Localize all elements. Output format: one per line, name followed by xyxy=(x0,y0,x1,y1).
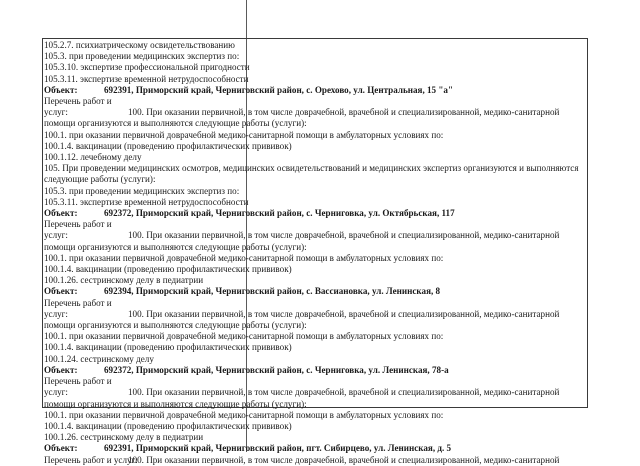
object-address: 692372, Приморский край, Черниговский район, с. Черниговка, ул. Ленинская, 78-а xyxy=(104,364,449,375)
list-item: 100.1.4. вакцинации (проведению профилактических прививок) xyxy=(44,264,292,275)
services-label: Перечень работ и услуг: xyxy=(44,376,112,398)
object-label: Объект: xyxy=(44,286,78,297)
object-heading xyxy=(44,85,584,96)
list-item: 100.1.24. сестринскому делу xyxy=(44,353,154,364)
services-label: Перечень работ и услуг: xyxy=(44,297,112,319)
services-paragraph xyxy=(44,96,584,130)
services-label: Перечень работ и услуг: xyxy=(44,96,112,118)
object-label: Объект: xyxy=(44,84,78,95)
services-paragraph xyxy=(44,219,584,253)
list-item: 100.1.26. сестринскому делу в педиатрии xyxy=(44,432,204,443)
services-text: 100. При оказании первичной, в том числе доврачебной, врачебной и специализированной, медико-санитарной помощи организуются и выполняются следующие работы (услуги): xyxy=(44,308,560,331)
list-item: 100.1. при оказании первичной доврачебной медико-санитарной помощи в амбулаторных условиях по: xyxy=(44,409,444,420)
object-address: 692394, Приморский край, Черниговский район, с. Вассиановка, ул. Ленинская, 8 xyxy=(104,286,441,297)
services-paragraph xyxy=(44,455,584,466)
list-item: 100.1. при оказании первичной доврачебной медико-санитарной помощи в амбулаторных условиях по: xyxy=(44,331,444,342)
services-text: 100. При оказании первичной, в том числе доврачебной, врачебной и специализированной, медико-санитарной помощи организуются и выполняются следующие работы (услуги): xyxy=(44,230,560,252)
list-item: 100.1.26. сестринскому делу в педиатрии xyxy=(44,275,204,286)
object-address: 692391, Приморский край, Черниговский район, с. Орехово, ул. Центральная, 15 "а" xyxy=(104,84,454,95)
list-item: 105. При проведении медицинских осмотров, медицинских освидетельствований и медицинских экспертиз организуются и выполняются следующие работы (услуги): xyxy=(44,163,579,185)
list-item: 100.1.4. вакцинации (проведению профилактических прививок) xyxy=(44,342,292,353)
services-paragraph xyxy=(44,376,584,410)
list-item: 100.1.4. вакцинации (проведению профилактических прививок) xyxy=(44,420,292,431)
services-text: 100. При оказании первичной, в том числе доврачебной, врачебной и специализированной, медико-санитарной помощи организуются и выполняются следующие работы (услуги): xyxy=(44,107,560,129)
list-item: 100.1.4. вакцинации (проведению профилактических прививок) xyxy=(44,140,292,151)
services-text: 100. При оказании первичной, в том числе доврачебной, врачебной и специализированной, медико-санитарной xyxy=(128,454,560,465)
list-item: 105.3. при проведении медицинских экспертиз по: xyxy=(44,185,240,196)
list-item: 100.1. при оказании первичной доврачебной медико-санитарной помощи в амбулаторных условиях по: xyxy=(44,129,444,140)
object-heading xyxy=(44,286,584,297)
object-label: Объект: xyxy=(44,208,78,219)
object-address: 692372, Приморский край, Черниговский район, с. Черниговка, ул. Октябрьская, 117 xyxy=(104,208,455,219)
services-label: Перечень работ и услуг: xyxy=(44,454,138,465)
list-item: 105.3.11. экспертизе временной нетрудоспособности xyxy=(44,196,249,207)
object-address: 692391, Приморский край, Черниговский район, пгт. Сибирцево, ул. Ленинская, д. 5 xyxy=(104,443,452,454)
list-item: 100.1. при оказании первичной доврачебной медико-санитарной помощи в амбулаторных условиях по: xyxy=(44,252,444,263)
object-heading xyxy=(44,443,584,454)
list-item: 100.1.12. лечебному делу xyxy=(44,152,142,163)
object-heading xyxy=(44,208,584,219)
text-line: 105.3.11. экспертизе временной нетрудоспособности xyxy=(44,73,249,84)
document-body xyxy=(44,40,584,466)
object-heading xyxy=(44,365,584,376)
services-paragraph xyxy=(44,298,584,332)
text-line: 105.2.7. психиатрическому освидетельствованию xyxy=(44,40,235,50)
services-text: 100. При оказании первичной, в том числе доврачебной, врачебной и специализированной, медико-санитарной помощи организуются и выполняются следующие работы (услуги): xyxy=(44,387,560,409)
services-label: Перечень работ и услуг: xyxy=(44,219,112,241)
text-line: 105.3.10. экспертизе профессиональной пригодности xyxy=(44,62,250,73)
text-line: 105.3. при проведении медицинских экспертиз по: xyxy=(44,51,240,62)
object-label: Объект: xyxy=(44,364,78,375)
object-label: Объект: xyxy=(44,443,78,454)
